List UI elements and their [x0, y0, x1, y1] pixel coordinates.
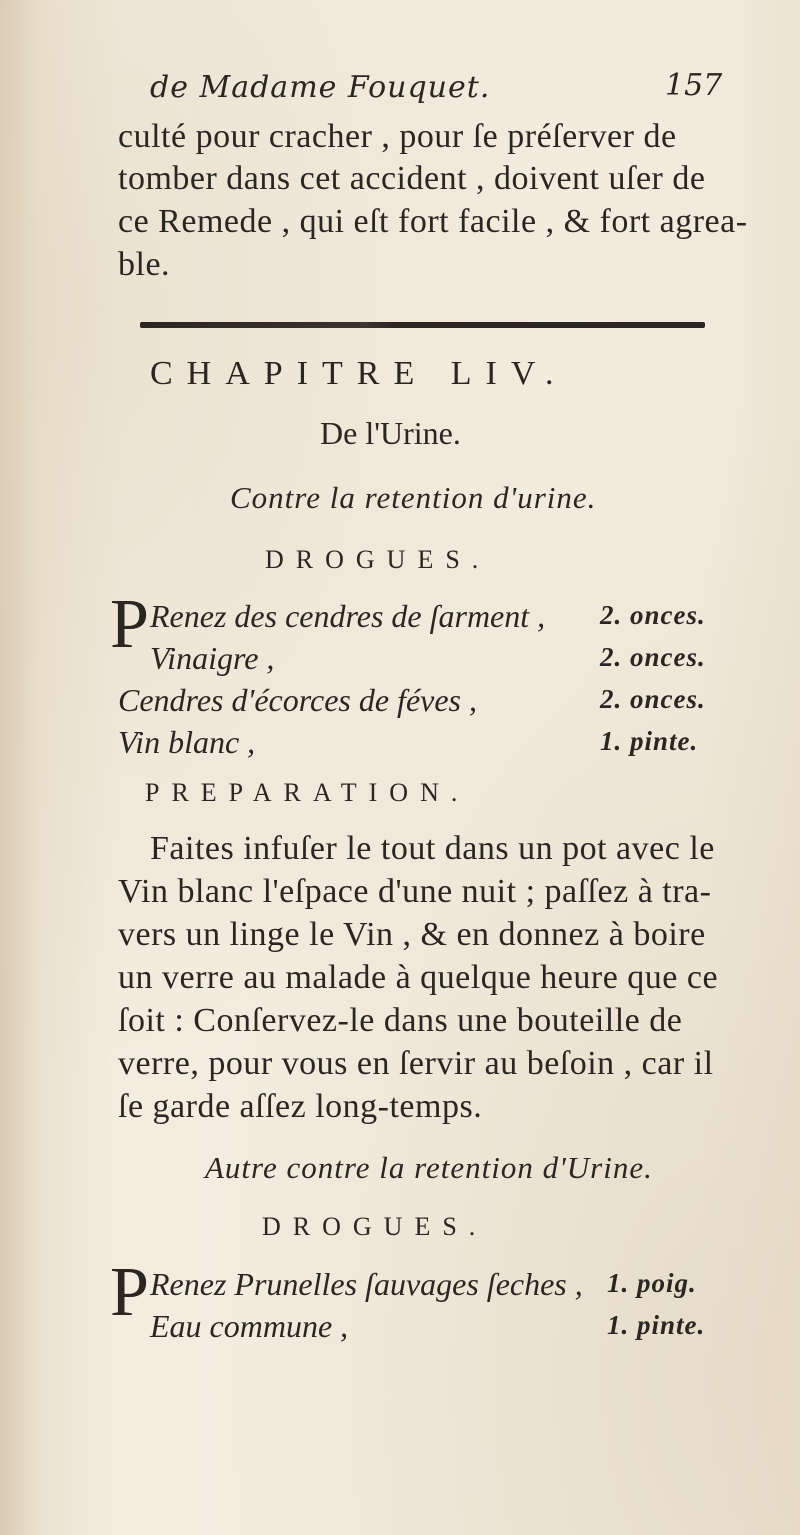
preparation-line: un verre au malade à quelque heure que ce: [118, 959, 719, 996]
ingredient-qty: 2. onces.: [600, 684, 706, 714]
drop-cap: P: [110, 1254, 149, 1331]
preparation-label: PREPARATION.: [145, 778, 470, 807]
page-number: 157: [665, 68, 723, 103]
chapter-subtitle: De l'Urine.: [320, 415, 461, 451]
ingredient-name: Renez Prunelles ſauvages ſeches ,: [150, 1266, 583, 1302]
preparation-line: vers un linge le Vin , & en donnez à boire: [118, 916, 706, 953]
preparation-line: ſoit : Conſervez-le dans une bouteille de: [118, 1002, 683, 1039]
drogues-label: DROGUES.: [265, 545, 491, 574]
ingredient-name: Cendres d'écorces de féves ,: [118, 682, 477, 718]
ingredient-qty: 1. pinte.: [607, 1310, 706, 1340]
ingredient-name: Eau commune ,: [150, 1308, 349, 1344]
running-title: de Madame Fouquet.: [150, 70, 491, 105]
section-divider: [140, 322, 705, 328]
intro-line: culté pour cracher , pour ſe préſerver de: [118, 118, 677, 155]
ingredient-qty: 1. poig.: [607, 1268, 697, 1298]
intro-line: ble.: [118, 246, 171, 283]
preparation-line: verre, pour vous en ſervir au beſoin , car il: [118, 1045, 714, 1082]
ingredient-qty: 1. pinte.: [600, 726, 699, 756]
preparation-line: Faites infuſer le tout dans un pot avec le: [150, 830, 715, 867]
intro-line: ce Remede , qui eſt fort facile , & fort agrea-: [118, 203, 748, 240]
ingredient-qty: 2. onces.: [600, 642, 706, 672]
drogues-label: DROGUES.: [262, 1212, 488, 1241]
preparation-line: Vin blanc l'eſpace d'une nuit ; paſſez à tra-: [118, 873, 712, 910]
intro-line: tomber dans cet accident , doivent uſer de: [118, 160, 706, 197]
chapter-title: CHAPITRE LIV.: [150, 355, 568, 392]
ingredient-name: Renez des cendres de ſarment ,: [150, 598, 546, 634]
drop-cap: P: [110, 586, 149, 663]
recipe-heading: Contre la retention d'urine.: [230, 480, 597, 515]
preparation-line: ſe garde aſſez long-temps.: [118, 1088, 483, 1125]
recipe-heading: Autre contre la retention d'Urine.: [205, 1150, 653, 1185]
ingredient-qty: 2. onces.: [600, 600, 706, 630]
ingredient-name: Vin blanc ,: [118, 724, 256, 760]
ingredient-name: Vinaigre ,: [150, 640, 275, 676]
